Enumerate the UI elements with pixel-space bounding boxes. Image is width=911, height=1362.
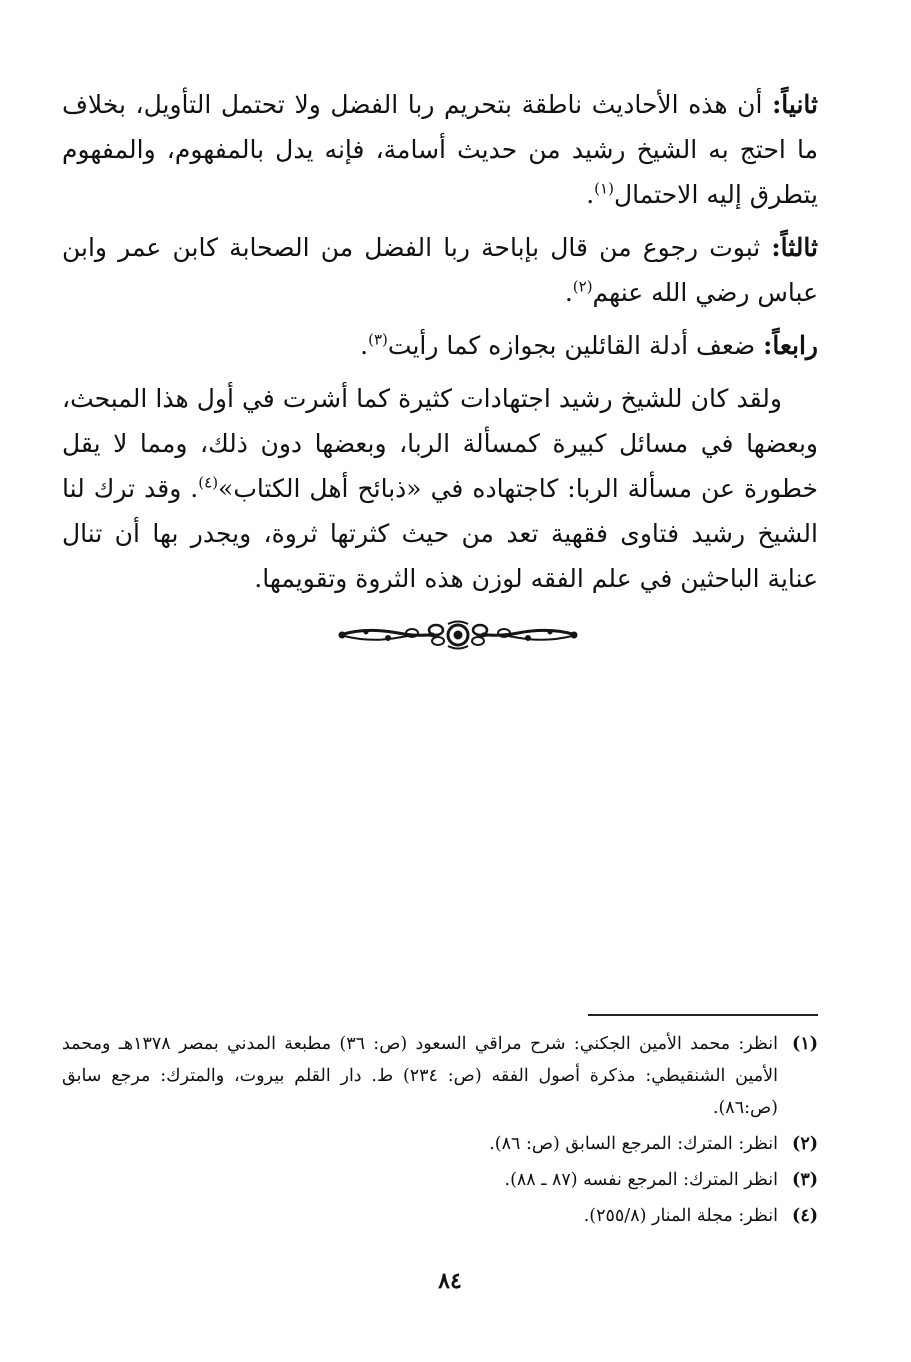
footnote-text: انظر: محمد الأمين الجكني: شرح مراقي السعود (ص: ٣٦) مطبعة المدني بمصر ١٣٧٨هـ ومحمد الأمين الشنقيطي: مذكرة أصول الفقه (ص: ٢٣٤) ط. دار القلم بيروت، والمترك: مرجع سابق (ص:٨٦). [62, 1034, 779, 1118]
ornamental-divider-icon [336, 618, 580, 652]
footnote-number: (٣) [792, 1170, 818, 1190]
paragraph-second [62, 82, 818, 217]
footnote-ref[interactable]: (٤) [198, 473, 219, 492]
footnote-text: انظر المترك: المرجع نفسه (٨٧ ـ ٨٨). [504, 1170, 778, 1190]
main-text [62, 82, 818, 601]
page-number: ٨٤ [438, 1268, 462, 1294]
paragraph-lead: ثانياً: [772, 90, 819, 119]
paragraph-tail: . [586, 180, 595, 209]
paragraph-text: أن هذه الأحاديث ناطقة بتحريم ربا الفضل ولا تحتمل التأويل، بخلاف ما احتج به الشيخ رشيد من حديث أسامة، فإنه يدل بالمفهوم، والمفهوم يتطرق إليه الاحتمال [62, 90, 818, 209]
paragraph-tail: . [360, 331, 369, 360]
footnote-2 [62, 1128, 818, 1160]
footnote-ref[interactable]: (٢) [572, 277, 593, 296]
footnote-number: (٢) [792, 1134, 818, 1154]
paragraph-fourth [62, 323, 818, 368]
footnotes [62, 1028, 818, 1236]
footnote-ref[interactable]: (١) [594, 179, 614, 198]
paragraph-closing [62, 376, 818, 601]
footnote-4 [62, 1200, 818, 1232]
paragraph-text-continued: . وقد ترك لنا الشيخ رشيد فتاوى فقهية تعد من حيث كثرتها ثروة، ويجدر بها أن تنال عناية الباحثين في علم الفقه لوزن هذه الثروة وتقويمها. [62, 474, 818, 593]
paragraph-lead: رابعاً: [763, 331, 818, 360]
footnote-text: انظر: مجلة المنار (٢٥٥/٨). [583, 1206, 778, 1226]
footnote-1 [62, 1028, 818, 1124]
footnote-3 [62, 1164, 818, 1196]
paragraph-third [62, 225, 818, 315]
footnote-number: (١) [792, 1034, 818, 1054]
footnote-separator [588, 1014, 818, 1016]
paragraph-text: ضعف أدلة القائلين بجوازه كما رأيت [387, 331, 756, 360]
paragraph-text: ولقد كان للشيخ رشيد اجتهادات كثيرة كما أشرت في أول هذا المبحث، وبعضها في مسائل كبيرة كمسألة الربا، وبعضها دون ذلك، ومما لا يقل خطورة عن مسألة الربا: كاجتهاده في «ذبائح أهل الكتاب» [62, 384, 818, 503]
footnote-number: (٤) [792, 1206, 818, 1226]
footnote-ref[interactable]: (٣) [368, 330, 388, 349]
paragraph-lead: ثالثاً: [771, 233, 818, 262]
footnote-text: انظر: المترك: المرجع السابق (ص: ٨٦). [489, 1134, 778, 1154]
paragraph-tail: . [564, 278, 573, 307]
paragraph-text: ثبوت رجوع من قال بإباحة ربا الفضل من الصحابة كابن عمر وابن عباس رضي الله عنهم [62, 233, 818, 307]
